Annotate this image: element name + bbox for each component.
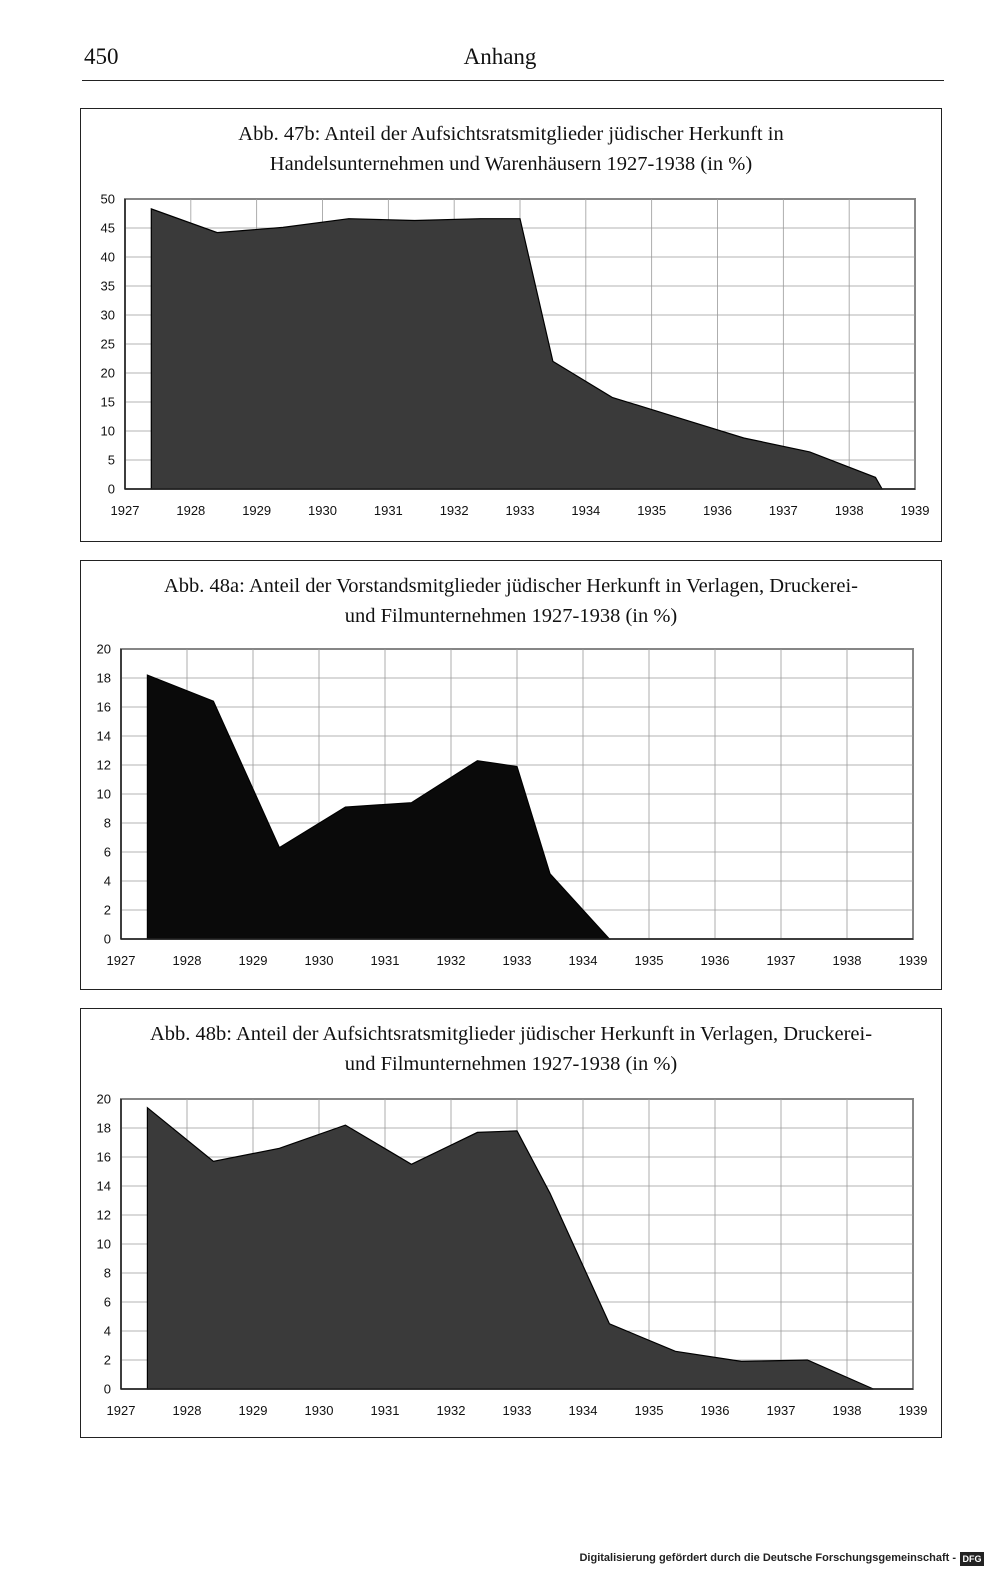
x-tick-label: 1929 xyxy=(242,503,272,518)
x-tick-label: 1927 xyxy=(106,953,136,968)
x-tick-label: 1928 xyxy=(172,1403,202,1418)
y-tick-label: 45 xyxy=(100,220,115,236)
y-tick-label: 20 xyxy=(96,1091,111,1107)
y-tick-label: 2 xyxy=(103,1352,111,1368)
x-tick-label: 1927 xyxy=(106,1403,136,1418)
y-tick-label: 12 xyxy=(96,1207,111,1223)
header-rule xyxy=(82,80,944,81)
x-tick-label: 1936 xyxy=(700,1403,730,1418)
x-tick-label: 1935 xyxy=(634,953,664,968)
x-tick-label: 1932 xyxy=(436,953,466,968)
x-tick-label: 1935 xyxy=(634,1403,664,1418)
y-tick-label: 4 xyxy=(103,873,111,889)
y-tick-label: 35 xyxy=(100,278,115,294)
page-number: 450 xyxy=(84,44,119,69)
y-tick-label: 4 xyxy=(103,1323,111,1339)
digitization-credit: Digitalisierung gefördert durch die Deutsche Forschungsgemeinschaft - xyxy=(579,1552,956,1564)
x-tick-label: 1930 xyxy=(304,1403,334,1418)
x-tick-label: 1936 xyxy=(700,953,730,968)
x-tick-label: 1932 xyxy=(436,1403,466,1418)
x-tick-label: 1931 xyxy=(370,1403,400,1418)
y-tick-label: 8 xyxy=(103,1265,111,1281)
y-tick-label: 12 xyxy=(96,757,111,773)
figure-title: Abb. 48a: Anteil der Vorstandsmitglieder jüdischer Herkunft in Verlagen, Druckerei- und Filmunternehmen 1927-1938 (in %) xyxy=(164,575,858,627)
x-tick-label: 1929 xyxy=(238,953,268,968)
y-tick-label: 6 xyxy=(103,844,111,860)
x-tick-label: 1938 xyxy=(832,1403,862,1418)
x-tick-label: 1936 xyxy=(703,503,732,518)
x-tick-label: 1931 xyxy=(373,503,403,518)
y-tick-label: 20 xyxy=(100,365,115,381)
x-tick-label: 1937 xyxy=(766,953,796,968)
y-tick-label: 2 xyxy=(103,902,111,918)
y-tick-label: 18 xyxy=(96,670,111,686)
y-tick-label: 20 xyxy=(96,641,111,657)
x-tick-label: 1929 xyxy=(238,1403,268,1418)
x-tick-label: 1939 xyxy=(900,503,930,518)
x-tick-label: 1933 xyxy=(502,953,532,968)
y-tick-label: 10 xyxy=(96,1236,111,1252)
x-tick-label: 1932 xyxy=(439,503,469,518)
x-tick-label: 1935 xyxy=(637,503,667,518)
y-tick-label: 8 xyxy=(103,815,111,831)
y-tick-label: 30 xyxy=(100,307,115,323)
y-tick-label: 10 xyxy=(96,786,111,802)
y-tick-label: 0 xyxy=(103,931,111,947)
y-tick-label: 15 xyxy=(100,394,115,410)
figure-48a xyxy=(80,560,942,990)
figure-47b xyxy=(80,108,942,542)
x-tick-label: 1934 xyxy=(568,1403,598,1418)
y-tick-label: 50 xyxy=(100,191,115,207)
y-tick-label: 16 xyxy=(96,699,111,715)
running-head: Anhang xyxy=(463,44,537,69)
x-tick-label: 1937 xyxy=(766,1403,796,1418)
y-tick-label: 10 xyxy=(100,423,115,439)
x-tick-label: 1933 xyxy=(505,503,535,518)
y-tick-label: 25 xyxy=(100,336,115,352)
x-tick-label: 1938 xyxy=(834,503,864,518)
figure-title: Abb. 47b: Anteil der Aufsichtsratsmitglieder jüdischer Herkunft in Handelsunternehmen und Warenhäusern 1927-1938 (in %) xyxy=(238,123,784,175)
y-tick-label: 0 xyxy=(103,1381,111,1397)
y-tick-label: 14 xyxy=(96,728,111,744)
y-tick-label: 40 xyxy=(100,249,115,265)
x-tick-label: 1933 xyxy=(502,1403,532,1418)
y-tick-label: 6 xyxy=(103,1294,111,1310)
x-tick-label: 1934 xyxy=(571,503,601,518)
figure-48b xyxy=(80,1008,942,1438)
dfg-logo: DFG xyxy=(960,1552,984,1566)
y-tick-label: 5 xyxy=(107,452,115,468)
x-tick-label: 1928 xyxy=(176,503,206,518)
x-tick-label: 1930 xyxy=(308,503,337,518)
y-tick-label: 0 xyxy=(107,481,115,497)
x-tick-label: 1939 xyxy=(898,953,928,968)
x-tick-label: 1939 xyxy=(898,1403,928,1418)
y-tick-label: 14 xyxy=(96,1178,111,1194)
x-tick-label: 1928 xyxy=(172,953,202,968)
x-tick-label: 1937 xyxy=(768,503,798,518)
figure-title: Abb. 48b: Anteil der Aufsichtsratsmitglieder jüdischer Herkunft in Verlagen, Druckerei- und Filmunternehmen 1927-1938 (in %) xyxy=(149,1023,873,1075)
area-chart-47b xyxy=(81,109,943,543)
x-tick-label: 1931 xyxy=(370,953,400,968)
x-tick-label: 1934 xyxy=(568,953,598,968)
x-tick-label: 1938 xyxy=(832,953,862,968)
x-tick-label: 1930 xyxy=(304,953,334,968)
area-chart-48b xyxy=(81,1009,943,1439)
y-tick-label: 16 xyxy=(96,1149,111,1165)
area-chart-48a xyxy=(81,561,943,991)
x-tick-label: 1927 xyxy=(110,503,140,518)
y-tick-label: 18 xyxy=(96,1120,111,1136)
